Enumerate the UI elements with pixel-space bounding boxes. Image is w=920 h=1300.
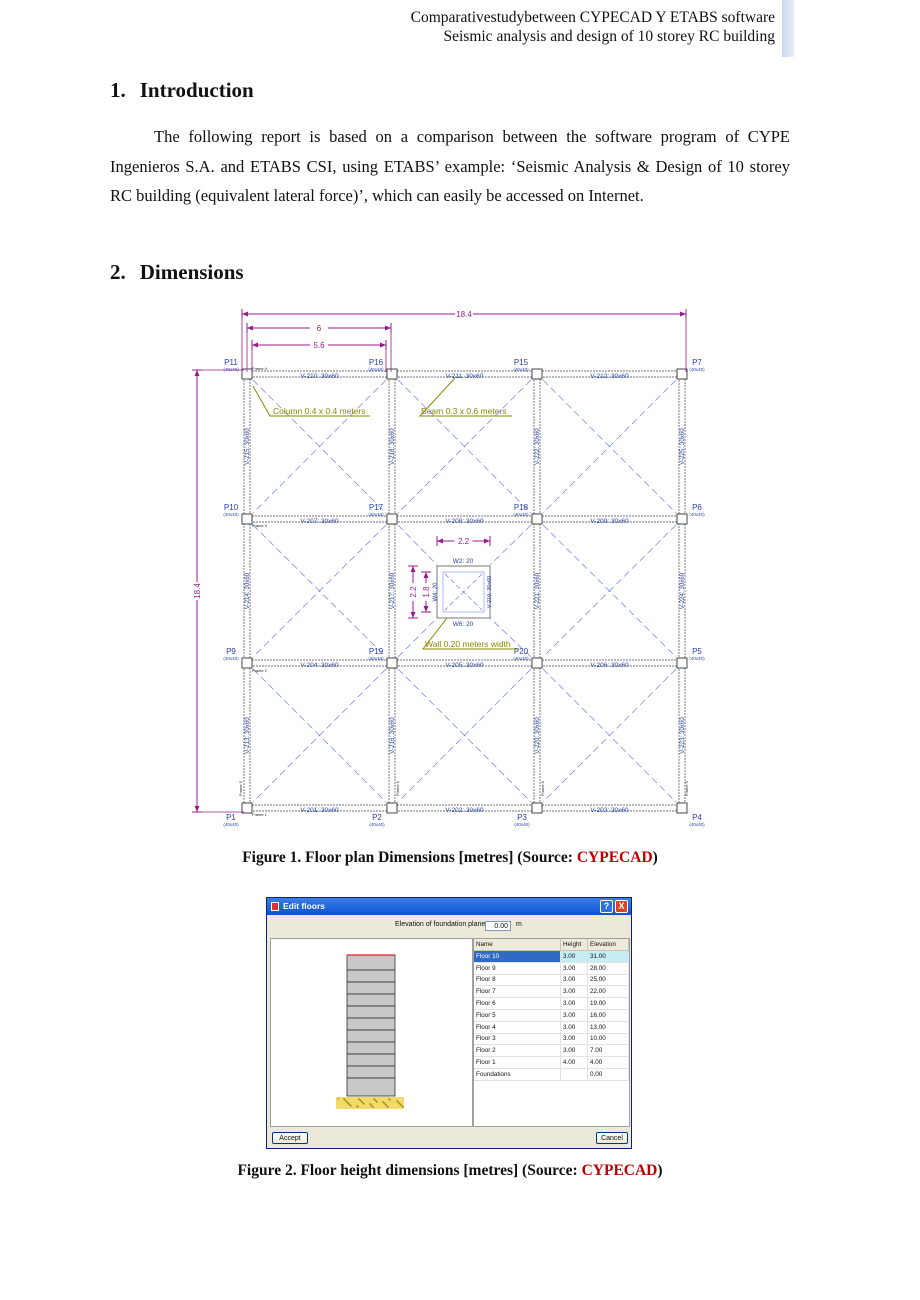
cell-name: Floor 6 [474, 998, 561, 1010]
table-row[interactable] [474, 974, 629, 986]
soil-dot [347, 1102, 348, 1103]
column-marker [242, 658, 252, 668]
soil-dot [375, 1100, 376, 1101]
section-number: 2. [110, 260, 126, 284]
floor-block [347, 994, 395, 1006]
help-icon[interactable]: ? [600, 900, 613, 913]
dim-core-width-arrow [437, 539, 443, 544]
beam-label: V-207: 30x60 [300, 518, 339, 525]
slab-diagonal [398, 525, 437, 565]
beam-label: V-223: 30x60 [679, 717, 686, 754]
cell-height: 3.00 [561, 998, 588, 1010]
building-elevation-drawing [271, 939, 472, 1126]
dim-overall-width-arrow [680, 312, 686, 317]
soil-dot [370, 1104, 371, 1105]
cancel-button[interactable]: Cancel [596, 1132, 628, 1144]
dim-core-width-arrow [484, 539, 490, 544]
dim-core-height-arrow [411, 612, 416, 618]
soil-dot [374, 1099, 375, 1100]
floor-block [347, 955, 395, 970]
column-name: P1 [226, 813, 236, 822]
dim-core-height-arrow [411, 566, 416, 572]
column-size: (40x40) [368, 512, 384, 517]
section-number: 1. [110, 78, 126, 102]
cell-name: Floor 2 [474, 1045, 561, 1057]
figure-2-caption: Figure 2. Floor height dimensions [metres] (Source: CYPECAD) [237, 1162, 663, 1179]
frame-tag: Frame 1 [252, 812, 267, 817]
soil-dot [369, 1103, 370, 1104]
soil-dot [399, 1103, 400, 1104]
column-callout: Column 0.4 x 0.4 meters [273, 406, 366, 416]
column-name: P7 [692, 358, 702, 367]
dim-core-width-label: 2.2 [457, 537, 470, 546]
column-size: (40x40) [514, 822, 530, 827]
column-size: (40x40) [689, 367, 705, 372]
column-marker [532, 369, 542, 379]
elevation-unit: m [516, 921, 522, 928]
cell-height: 3.00 [561, 962, 588, 974]
soil-dot [350, 1105, 351, 1106]
soil-dot [382, 1101, 383, 1102]
column-name: P17 [368, 503, 384, 512]
soil-dot [387, 1106, 388, 1107]
beam-label: V-204: 30x60 [300, 662, 339, 669]
beam-label: V-205: 30x60 [445, 662, 484, 669]
table-row[interactable] [474, 1021, 629, 1033]
column-marker [242, 514, 252, 524]
cell-elevation: 7.00 [588, 1045, 629, 1057]
soil-dot [361, 1101, 362, 1102]
cell-elevation: 19.00 [588, 998, 629, 1010]
table-header-row [474, 939, 629, 951]
beam-label: V-201: 30x60 [300, 807, 339, 814]
soil-dot [376, 1101, 377, 1102]
figure-1-caption: Figure 1. Floor plan Dimensions [metres] (Source: CYPECAD) [242, 849, 658, 866]
table-row[interactable] [474, 998, 629, 1010]
cell-height: 3.00 [561, 1033, 588, 1045]
soil-dot [346, 1101, 347, 1102]
dim-bay-arrow [247, 326, 253, 331]
cell-name: Floor 1 [474, 1057, 561, 1069]
beam-label: V-220: 30x60 [534, 717, 541, 754]
section-title: Dimensions [139, 260, 244, 284]
beam-label: V-208: 30x60 [445, 518, 484, 525]
cell-elevation: 31.00 [588, 951, 629, 963]
soil-dot [371, 1105, 372, 1106]
wall-label: V-219: 30x60 [487, 575, 493, 609]
column-name: P5 [692, 647, 702, 656]
elevation-label: Elevation of foundation plane [395, 921, 486, 928]
cell-elevation: 4.00 [588, 1057, 629, 1069]
table-row[interactable] [474, 951, 629, 963]
cell-name: Floor 7 [474, 986, 561, 998]
column-marker [387, 369, 397, 379]
soil-dot [400, 1104, 401, 1105]
soil-dot [356, 1105, 357, 1106]
column-marker [677, 803, 687, 813]
frame-tag: Frame 5 [238, 781, 243, 796]
beam-label: V-210: 30x60 [300, 373, 339, 380]
cell-height: 3.00 [561, 986, 588, 998]
cell-elevation: 0.00 [588, 1068, 629, 1080]
column-name: P2 [372, 813, 382, 822]
table-row[interactable] [474, 962, 629, 974]
close-icon[interactable]: X [615, 900, 628, 913]
column-marker [387, 803, 397, 813]
table-row[interactable] [474, 1033, 629, 1045]
floor-block [347, 1018, 395, 1030]
floor-block [347, 1054, 395, 1066]
soil-dot [358, 1098, 359, 1099]
beam-label: V-215: 30x60 [244, 428, 251, 465]
soil-dot [396, 1100, 397, 1101]
section-title: Introduction [139, 78, 254, 102]
soil-dot [401, 1105, 402, 1106]
column-size: (40x40) [223, 367, 239, 372]
cell-height: 4.00 [561, 1057, 588, 1069]
column-name: P18 [513, 503, 529, 512]
column-name: P4 [692, 813, 702, 822]
soil-dot [398, 1102, 399, 1103]
elevation-input[interactable]: 0.00 [485, 921, 511, 931]
soil-dot [345, 1100, 346, 1101]
cell-elevation: 13.00 [588, 1021, 629, 1033]
column-size: (40x40) [689, 656, 705, 661]
table-row[interactable] [474, 1045, 629, 1057]
wall-label: W6: 20 [452, 621, 474, 628]
slab-diagonal [398, 618, 437, 657]
floors-table[interactable] [473, 938, 630, 1127]
table-row[interactable] [474, 986, 629, 998]
frame-tag: Frame 6 [395, 781, 400, 796]
cell-elevation: 10.00 [588, 1033, 629, 1045]
wall-label: W4: 20 [433, 582, 439, 602]
cell-elevation: 28.00 [588, 962, 629, 974]
beam-label: V-211: 30x60 [445, 373, 484, 380]
soil-dot [359, 1099, 360, 1100]
column-marker [387, 658, 397, 668]
dim-overall-width-arrow [242, 312, 248, 317]
column-size: (40x40) [513, 512, 529, 517]
cell-name: Floor 3 [474, 1033, 561, 1045]
dim-bay-arrow [385, 326, 391, 331]
beam-label: V-222: 30x60 [534, 428, 541, 465]
dim-overall-width-label: 18.4 [456, 310, 472, 319]
dim-bay-label: 6 [316, 324, 322, 333]
col-name-header[interactable]: Name [474, 939, 561, 951]
dim-clear-bay-arrow [252, 343, 258, 348]
cell-height: 3.00 [561, 1045, 588, 1057]
cell-elevation: 22.00 [588, 986, 629, 998]
column-marker [532, 514, 542, 524]
dim-overall-height-arrow [195, 370, 200, 376]
cell-height: 3.00 [561, 974, 588, 986]
beam-label: V-216: 30x60 [389, 717, 396, 754]
dim-core-height-label: 2.2 [409, 586, 418, 598]
wall-label: W2: 20 [452, 558, 474, 565]
soil-dot [360, 1100, 361, 1101]
column-marker [387, 514, 397, 524]
frame-tag: Frame 3 [252, 523, 267, 528]
table-row[interactable] [474, 1057, 629, 1069]
cell-elevation: 25.00 [588, 974, 629, 986]
soil-dot [348, 1103, 349, 1104]
soil-dot [397, 1101, 398, 1102]
foundation-soil [336, 1097, 404, 1109]
dim-overall-height-arrow [195, 806, 200, 812]
floor-block [347, 982, 395, 994]
soil-dot [389, 1099, 390, 1100]
dim-overall-height-label: 18.4 [193, 583, 202, 599]
table-row[interactable] [474, 1068, 629, 1080]
dim-core-clear-arrow [424, 572, 429, 578]
beam-label: V-225: 30x60 [679, 428, 686, 465]
caption-source: CYPECAD [576, 849, 653, 866]
cell-height: 3.00 [561, 1009, 588, 1021]
frame-tag: Frame 8 [540, 781, 545, 796]
slab-diagonal [490, 525, 531, 565]
column-size: (40x40) [513, 367, 529, 372]
column-marker [532, 658, 542, 668]
soil-dot [337, 1098, 338, 1099]
soil-dot [349, 1104, 350, 1105]
floor-block [347, 1030, 395, 1042]
caption-source: CYPECAD [581, 1162, 658, 1179]
column-name: P15 [513, 358, 529, 367]
floor-block [347, 1006, 395, 1018]
frame-tag: Frame 2 [252, 668, 267, 673]
soil-dot [386, 1105, 387, 1106]
frame-tag: Frame 4 [252, 366, 267, 371]
column-size: (40x40) [223, 512, 239, 517]
column-name: P11 [224, 358, 238, 367]
column-size: (40x40) [369, 822, 385, 827]
soil-dot [344, 1099, 345, 1100]
soil-dot [372, 1106, 373, 1107]
cell-name: Foundations [474, 1068, 561, 1080]
soil-dot [357, 1106, 358, 1107]
column-marker [677, 514, 687, 524]
beam-label: V-202: 30x60 [445, 807, 484, 814]
dim-core-clear-label: 1.8 [422, 586, 431, 598]
column-size: (40x40) [513, 656, 529, 661]
soil-dot [373, 1098, 374, 1099]
table-row[interactable] [474, 1009, 629, 1021]
accept-button[interactable]: Accept [272, 1132, 308, 1144]
cell-elevation: 16.00 [588, 1009, 629, 1021]
beam-label: V-224: 30x60 [679, 572, 686, 610]
cell-name: Floor 5 [474, 1009, 561, 1021]
column-name: P10 [223, 503, 239, 512]
column-size: (40x40) [223, 822, 239, 827]
beam-label: V-203: 30x60 [590, 807, 629, 814]
column-size: (40x40) [223, 656, 239, 661]
cell-height [561, 1068, 588, 1080]
cell-height: 3.00 [561, 951, 588, 963]
dim-clear-bay-arrow [380, 343, 386, 348]
column-name: P9 [226, 647, 236, 656]
dim-core-clear-arrow [424, 606, 429, 612]
cell-name: Floor 9 [474, 962, 561, 974]
wall-callout: Wall 0.20 meters width [425, 639, 511, 649]
dialog-title: Edit floors [283, 901, 326, 911]
floor-block [347, 1066, 395, 1078]
column-size: (40x40) [368, 656, 384, 661]
column-marker [532, 803, 542, 813]
frame-tag: Frame 9 [684, 781, 689, 796]
cell-height: 3.00 [561, 1021, 588, 1033]
cell-name: Floor 4 [474, 1021, 561, 1033]
intro-paragraph: The following report is based on a comparison between the software program of CYPE Ingenieros S.A. and ETABS CSI, using ETABS’ example: ‘Seismic Analysis & Design of 10 storey RC building (equivalent lateral force)’, which can easily be accessed on Internet. [110, 127, 790, 205]
column-name: P20 [513, 647, 529, 656]
dialog-titlebar [267, 898, 631, 915]
column-size: (40x40) [689, 822, 705, 827]
soil-dot [388, 1098, 389, 1099]
beam-label: V-206: 30x60 [590, 662, 629, 669]
soil-dot [343, 1098, 344, 1099]
soil-dot [362, 1102, 363, 1103]
beam-callout: Beam 0.3 x 0.6 meters [421, 406, 507, 416]
column-name: P6 [692, 503, 702, 512]
cell-name: Floor 10 [474, 951, 561, 963]
column-name: P3 [517, 813, 527, 822]
app-icon [271, 902, 279, 911]
column-name: P16 [368, 358, 384, 367]
beam-label: V-209: 30x60 [590, 518, 629, 525]
edit-floors-dialog [266, 897, 632, 1149]
col-elevation-header[interactable]: Elevation [588, 939, 629, 951]
beam-label: V-218: 30x60 [389, 428, 396, 465]
beam-label: V-221: 30x60 [534, 572, 541, 610]
beam-label: V-214: 30x60 [244, 572, 251, 610]
col-height-header[interactable]: Height [561, 939, 588, 951]
column-size: (40x40) [368, 367, 384, 372]
column-marker [677, 369, 687, 379]
column-size: (40x40) [689, 512, 705, 517]
floor-block [347, 1042, 395, 1054]
header-line-2: Seismic analysis and design of 10 storey RC building [443, 28, 775, 45]
beam-label: V-217: 30x60 [389, 572, 396, 610]
beam-label: V-212: 30x60 [590, 373, 629, 380]
soil-dot [385, 1104, 386, 1105]
cell-name: Floor 8 [474, 974, 561, 986]
header-line-1: Comparativestudybetween CYPECAD Y ETABS software [410, 9, 775, 26]
soil-dot [402, 1106, 403, 1107]
column-marker [242, 803, 252, 813]
soil-dot [383, 1102, 384, 1103]
floor-block [347, 970, 395, 982]
beam-label: V-213: 30x60 [244, 717, 251, 754]
soil-dot [384, 1103, 385, 1104]
floor-block [347, 1078, 395, 1096]
dim-clear-bay-label: 5.6 [313, 341, 325, 350]
column-marker [677, 658, 687, 668]
soil-dot [363, 1103, 364, 1104]
building-preview [270, 938, 473, 1127]
column-name: P19 [368, 647, 384, 656]
